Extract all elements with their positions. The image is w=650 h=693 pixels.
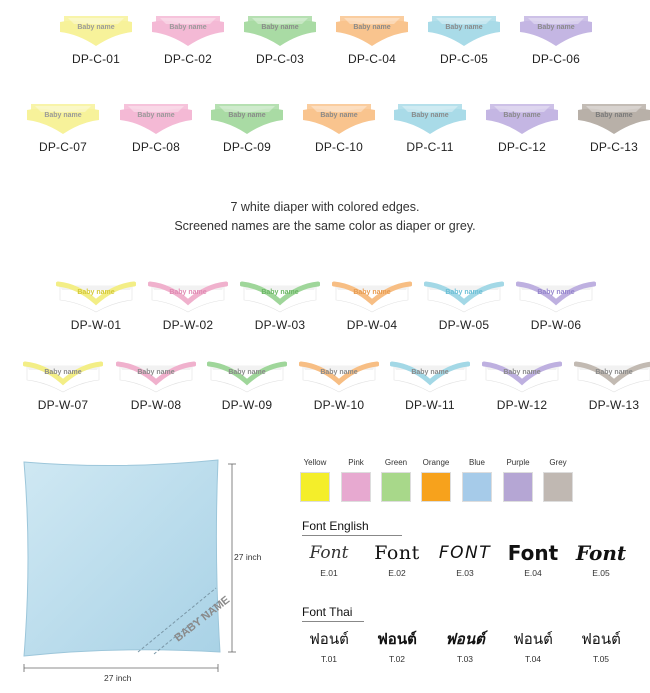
font-sample-code: E.01 bbox=[320, 568, 338, 578]
product-code: DP-W-08 bbox=[130, 398, 182, 412]
product-code: DP-W-06 bbox=[530, 318, 582, 332]
baby-name-print: Baby name bbox=[320, 369, 358, 376]
baby-name-print: Baby name bbox=[77, 24, 115, 31]
white-diaper-item bbox=[50, 278, 142, 332]
font-sample-text: ฟอนต์ bbox=[309, 630, 349, 648]
font-sample-text: Font bbox=[374, 542, 420, 564]
baby-name-print: Baby name bbox=[411, 112, 449, 119]
colored-diaper-graphic bbox=[150, 12, 226, 48]
product-code: DP-C-04 bbox=[347, 52, 397, 66]
product-code: DP-C-11 bbox=[406, 140, 454, 154]
product-code: DP-W-10 bbox=[313, 398, 365, 412]
font-sample-code: T.03 bbox=[456, 654, 474, 664]
product-code: DP-W-04 bbox=[346, 318, 398, 332]
white-diaper-graphic bbox=[516, 278, 596, 314]
baby-name-print: Baby name bbox=[261, 24, 299, 31]
baby-name-print: Baby name bbox=[44, 112, 82, 119]
swatch-color-box bbox=[421, 472, 451, 502]
font-thai-sample bbox=[566, 626, 636, 664]
font-thai-sample bbox=[362, 626, 432, 664]
white-diaper-item bbox=[418, 278, 510, 332]
swatch-color-box bbox=[341, 472, 371, 502]
swatch-label: Grey bbox=[549, 458, 567, 467]
white-diaper-graphic bbox=[56, 278, 136, 314]
font-sample-code: T.02 bbox=[388, 654, 406, 664]
colored-diaper-graphic bbox=[484, 100, 560, 136]
product-code: DP-C-01 bbox=[71, 52, 121, 66]
font-sample-text: ฟอนต์ bbox=[581, 630, 621, 648]
note-line-1: 7 white diaper with colored edges. bbox=[230, 200, 420, 214]
product-code: DP-C-08 bbox=[131, 140, 181, 154]
swatch-color-box bbox=[462, 472, 492, 502]
collection-note bbox=[0, 198, 650, 236]
colored-diaper-item bbox=[568, 100, 650, 154]
white-diaper-item bbox=[384, 358, 476, 412]
product-code: DP-W-12 bbox=[496, 398, 548, 412]
swatch-color-box bbox=[503, 472, 533, 502]
colored-diaper-graphic bbox=[518, 12, 594, 48]
product-code: DP-C-12 bbox=[497, 140, 547, 154]
colored-diaper-graphic bbox=[25, 100, 101, 136]
colored-diaper-item bbox=[17, 100, 109, 154]
colored-diaper-item bbox=[110, 100, 202, 154]
font-sample-text: Font bbox=[309, 543, 349, 563]
product-code: DP-C-05 bbox=[439, 52, 489, 66]
font-sample-text: ฟอนต์ bbox=[445, 630, 485, 648]
baby-name-print: Baby name bbox=[228, 369, 266, 376]
white-diaper-graphic bbox=[299, 358, 379, 394]
colored-diaper-graphic bbox=[426, 12, 502, 48]
baby-name-print: Baby name bbox=[445, 289, 483, 296]
white-diaper-graphic bbox=[240, 278, 320, 314]
swatch-label: Orange bbox=[422, 458, 450, 467]
baby-name-print: Baby name bbox=[77, 289, 115, 296]
product-code: DP-W-07 bbox=[37, 398, 89, 412]
baby-name-print: Baby name bbox=[503, 112, 541, 119]
baby-name-print: Baby name bbox=[353, 289, 391, 296]
swatch-color-box bbox=[300, 472, 330, 502]
swatch-grey bbox=[538, 458, 578, 502]
baby-name-print: Baby name bbox=[537, 24, 575, 31]
font-sample-text: ฟอนต์ bbox=[377, 630, 417, 648]
swatch-color-box bbox=[381, 472, 411, 502]
white-diaper-graphic bbox=[207, 358, 287, 394]
colored-diaper-graphic bbox=[58, 12, 134, 48]
product-code: DP-W-05 bbox=[438, 318, 490, 332]
white-diaper-item bbox=[201, 358, 293, 412]
font-sample-code: E.04 bbox=[524, 568, 542, 578]
height-dimension-label: 27 inch bbox=[234, 552, 262, 562]
font-english-heading: Font English bbox=[302, 519, 369, 533]
font-english-sample bbox=[430, 540, 500, 578]
colored-diaper-graphic bbox=[334, 12, 410, 48]
baby-name-print: Baby name bbox=[44, 369, 82, 376]
font-sample-code: T.01 bbox=[320, 654, 338, 664]
colored-diaper-item bbox=[510, 12, 602, 66]
font-sample-text: FONT bbox=[438, 543, 492, 563]
colored-diaper-item bbox=[201, 100, 293, 154]
white-diaper-item bbox=[142, 278, 234, 332]
product-code: DP-W-09 bbox=[221, 398, 273, 412]
colored-diaper-graphic bbox=[242, 12, 318, 48]
swatch-blue bbox=[457, 458, 497, 502]
white-diaper-item bbox=[476, 358, 568, 412]
white-diaper-graphic bbox=[148, 278, 228, 314]
product-code: DP-W-01 bbox=[70, 318, 122, 332]
colored-diaper-item bbox=[326, 12, 418, 66]
swatch-color-box bbox=[543, 472, 573, 502]
white-diaper-item bbox=[510, 278, 602, 332]
white-diaper-graphic bbox=[116, 358, 196, 394]
font-sample-code: T.04 bbox=[524, 654, 542, 664]
font-thai-sample bbox=[294, 626, 364, 664]
white-diaper-graphic bbox=[424, 278, 504, 314]
colored-diaper-item bbox=[234, 12, 326, 66]
font-sample-code: E.05 bbox=[592, 568, 610, 578]
font-thai-sample bbox=[498, 626, 568, 664]
white-diaper-graphic bbox=[23, 358, 103, 394]
large-diaper-name: BABY NAME bbox=[172, 594, 233, 645]
white-diaper-item bbox=[110, 358, 202, 412]
font-sample-text: Font bbox=[507, 541, 559, 565]
width-dimension-label: 27 inch bbox=[104, 673, 132, 683]
white-diaper-graphic bbox=[574, 358, 650, 394]
swatch-label: Blue bbox=[468, 458, 485, 467]
colored-diaper-graphic bbox=[118, 100, 194, 136]
font-sample-code: E.03 bbox=[456, 568, 474, 578]
product-code: DP-C-13 bbox=[589, 140, 639, 154]
large-diaper-illustration bbox=[18, 456, 268, 693]
product-code: DP-C-09 bbox=[222, 140, 272, 154]
font-sample-text: ฟอนต์ bbox=[513, 630, 553, 648]
swatch-green bbox=[376, 458, 416, 502]
product-code: DP-W-13 bbox=[588, 398, 640, 412]
colored-diaper-graphic bbox=[576, 100, 650, 136]
colored-diaper-item bbox=[142, 12, 234, 66]
font-english-sample bbox=[294, 540, 364, 578]
baby-name-print: Baby name bbox=[169, 289, 207, 296]
colored-diaper-item bbox=[476, 100, 568, 154]
product-code: DP-W-02 bbox=[162, 318, 214, 332]
white-diaper-item bbox=[234, 278, 326, 332]
baby-name-print: Baby name bbox=[320, 112, 358, 119]
colored-diaper-item bbox=[418, 12, 510, 66]
swatch-label: Purple bbox=[506, 458, 530, 467]
product-code: DP-C-06 bbox=[531, 52, 581, 66]
product-code: DP-W-03 bbox=[254, 318, 306, 332]
baby-name-print: Baby name bbox=[445, 24, 483, 31]
swatch-pink bbox=[336, 458, 376, 502]
swatch-purple bbox=[498, 458, 538, 502]
large-diaper-graphic bbox=[18, 456, 268, 688]
colored-diaper-graphic bbox=[301, 100, 377, 136]
swatch-label: Yellow bbox=[303, 458, 327, 467]
white-diaper-graphic bbox=[332, 278, 412, 314]
swatch-label: Green bbox=[384, 458, 408, 467]
product-code: DP-C-10 bbox=[314, 140, 364, 154]
colored-diaper-item bbox=[50, 12, 142, 66]
white-diaper-item bbox=[293, 358, 385, 412]
font-english-sample bbox=[498, 540, 568, 578]
product-code: DP-C-02 bbox=[163, 52, 213, 66]
baby-name-print: Baby name bbox=[537, 289, 575, 296]
colored-diaper-graphic bbox=[209, 100, 285, 136]
baby-name-print: Baby name bbox=[261, 289, 299, 296]
baby-name-print: Baby name bbox=[228, 112, 266, 119]
product-code: DP-C-03 bbox=[255, 52, 305, 66]
product-code: DP-C-07 bbox=[38, 140, 88, 154]
font-sample-text: Font bbox=[575, 541, 627, 565]
note-line-2: Screened names are the same color as diaper or grey. bbox=[174, 219, 476, 233]
baby-name-print: Baby name bbox=[595, 369, 633, 376]
colored-diaper-graphic bbox=[392, 100, 468, 136]
font-thai-sample bbox=[430, 626, 500, 664]
baby-name-print: Baby name bbox=[169, 24, 207, 31]
font-thai-heading: Font Thai bbox=[302, 605, 352, 619]
white-diaper-item bbox=[568, 358, 650, 412]
swatch-yellow bbox=[295, 458, 335, 502]
swatch-orange bbox=[416, 458, 456, 502]
swatch-label: Pink bbox=[348, 458, 364, 467]
font-english-sample bbox=[566, 540, 636, 578]
font-sample-code: T.05 bbox=[592, 654, 610, 664]
white-diaper-graphic bbox=[390, 358, 470, 394]
colored-diaper-item bbox=[384, 100, 476, 154]
white-diaper-graphic bbox=[482, 358, 562, 394]
baby-name-print: Baby name bbox=[411, 369, 449, 376]
font-sample-code: E.02 bbox=[388, 568, 406, 578]
baby-name-print: Baby name bbox=[595, 112, 633, 119]
font-english-sample bbox=[362, 540, 432, 578]
baby-name-print: Baby name bbox=[137, 112, 175, 119]
white-diaper-item bbox=[326, 278, 418, 332]
white-diaper-item bbox=[17, 358, 109, 412]
baby-name-print: Baby name bbox=[353, 24, 391, 31]
baby-name-print: Baby name bbox=[137, 369, 175, 376]
baby-name-print: Baby name bbox=[503, 369, 541, 376]
product-code: DP-W-11 bbox=[405, 398, 455, 412]
colored-diaper-item bbox=[293, 100, 385, 154]
